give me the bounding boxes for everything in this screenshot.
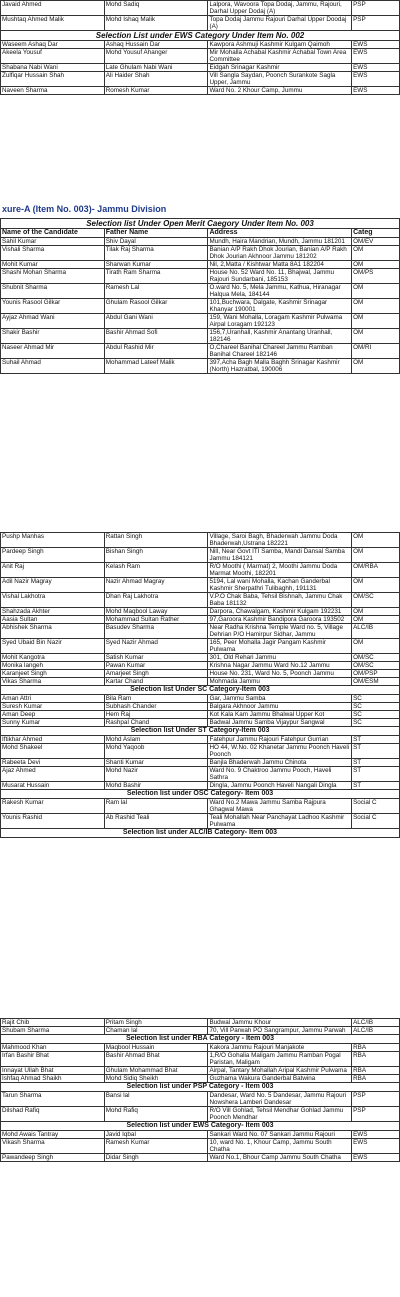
category: ST: [352, 744, 400, 759]
table-row: [1, 616, 400, 624]
candidate-name: Mohd Shakeel: [1, 744, 105, 759]
category: SC: [352, 703, 400, 711]
father-name: Mohd Sidiq Sheikh: [104, 1075, 208, 1083]
table-row: [1, 639, 400, 654]
address: 156,7,Uranhall, Kashmir Anantang Uranhall, 182146: [208, 329, 352, 344]
table-row: [1, 1, 400, 16]
category: ST: [352, 759, 400, 767]
father-name: Romesh Kumar: [104, 87, 208, 95]
category: OM/PS: [352, 269, 400, 284]
category: OM: [352, 608, 400, 616]
address: Badwal Jammu Samba Vijaypur Sangwal: [208, 719, 352, 727]
candidate-name: Anit Raj: [1, 563, 105, 578]
father-name: Mohd Yousuf Ahanger: [104, 49, 208, 64]
table-row: [1, 695, 400, 703]
category: OM/SC: [352, 654, 400, 662]
father-name: Mohd Aslam: [104, 736, 208, 744]
category: ST: [352, 782, 400, 790]
father-name: Dhan Raj Lakhotra: [104, 593, 208, 608]
address: Banjla Bhaderwah Jammu Chinota: [208, 759, 352, 767]
address: O,Chareel Banihal Chareel Jammu Ramban Banihal Chareel 182146: [208, 344, 352, 359]
candidate-name: Suhail Ahmad: [1, 359, 105, 374]
category: OM/EV: [352, 238, 400, 246]
category: OM/PSP: [352, 670, 400, 678]
address: Teali Mohallah Near Panchayat Ladhoo Kashmir Pulwama: [208, 814, 352, 829]
table-row: [1, 1092, 400, 1107]
address: 397,Acha Bagh Malla Baghh Srinagar Kashmir (North) Hazratbal, 190006: [208, 359, 352, 374]
candidate-name: Mohd Awais Tantray: [1, 1131, 105, 1139]
table-row: [1, 759, 400, 767]
category: OM: [352, 261, 400, 269]
address: 5194, Lal wani Mohalla, Kachan Ganderbal Kashmir Sherpathri Tulibaghh, 191131: [208, 578, 352, 593]
candidate-name: Karanjeet Singh: [1, 670, 105, 678]
om2-table: [0, 532, 400, 838]
table-row: [1, 359, 400, 374]
address: Mundh, Haira Mandrian, Mundh, Jammu 181201: [208, 238, 352, 246]
table-row: [1, 548, 400, 563]
candidate-name: Ishfaq Ahmad Shaikh: [1, 1075, 105, 1083]
address: 1,R/O Gohalia Maligam Jammu Ramban Pogal Paristan, Maligam: [208, 1052, 352, 1067]
address: Ward No.1, Bhour Camp Jammu South Chatha: [208, 1154, 352, 1162]
candidate-name: Vishal Lakhotra: [1, 593, 105, 608]
father-name: Satish Kumar: [104, 654, 208, 662]
table-row: [1, 1107, 400, 1122]
table-row: [1, 799, 400, 814]
table-row: [1, 72, 400, 87]
address: Village, Saroi Bagh, Bhaderwah Jammu Doda Bhaderwah,Ustrana 182221: [208, 533, 352, 548]
address: 301, Old Rehari Jammu: [208, 654, 352, 662]
table-row: [1, 533, 400, 548]
candidate-name: Akeela Yousuf: [1, 49, 105, 64]
category: RBA: [352, 1067, 400, 1075]
candidate-name: Shashi Mohan Sharma: [1, 269, 105, 284]
father-name: Shiv Dayal: [104, 238, 208, 246]
candidate-name: Aasia Sultan: [1, 616, 105, 624]
candidate-name: Shubnit Sharma: [1, 284, 105, 299]
address: Vill Sangla Saydan, Poonch Surankote Sagla Upper, Jammu: [208, 72, 352, 87]
father-name: Subhash Chander: [104, 703, 208, 711]
father-name: Mohd Bashir: [104, 782, 208, 790]
annexure-title: xure-A (Item No. 003)- Jammu Division: [2, 204, 167, 214]
table-row: [1, 670, 400, 678]
father-name: Kartar Chand: [104, 678, 208, 686]
category: PSP: [352, 1, 400, 16]
category: RBA: [352, 1052, 400, 1067]
father-name: Mohammad Lateef Malik: [104, 359, 208, 374]
candidate-name: Syed Ubaid Bin Nazir: [1, 639, 105, 654]
table-row: [1, 299, 400, 314]
candidate-name: Innayat Ullah Bhat: [1, 1067, 105, 1075]
father-name: Abdul Rashid Mir: [104, 344, 208, 359]
candidate-name: Mohit Kumar: [1, 261, 105, 269]
candidate-name: Rakesh Kumar: [1, 799, 105, 814]
table-row: [1, 87, 400, 95]
father-name: Mohd Rafiq: [104, 1107, 208, 1122]
table-row: [1, 1067, 400, 1075]
category: OM: [352, 548, 400, 563]
candidate-name: Shubam Sharma: [1, 1027, 105, 1035]
candidate-name: Monika langeh: [1, 662, 105, 670]
table-row: [1, 578, 400, 593]
father-name: Ram lal: [104, 799, 208, 814]
table-row: [1, 662, 400, 670]
category: EWS: [352, 1154, 400, 1162]
father-name: Pritam Singh: [104, 1019, 208, 1027]
candidate-name: Mohit Kangotra: [1, 654, 105, 662]
category: RBA: [352, 1075, 400, 1083]
om-sheet: [0, 218, 400, 374]
father-name: Hem Raj: [104, 711, 208, 719]
top-table: [0, 0, 400, 95]
father-name: Javid Iqbal: [104, 1131, 208, 1139]
address: V.P.O Chak Baba, Tehsil Bishnah, Jammu Chak Baba 181132: [208, 593, 352, 608]
address: 159, Wani Mohalla, Loragam Kashmir Pulwama Airpal Loragam 192123: [208, 314, 352, 329]
father-name: Ramesh Kumar: [104, 1139, 208, 1154]
table-row: [1, 314, 400, 329]
candidate-name: Pawandeep Singh: [1, 1154, 105, 1162]
table-row: [1, 703, 400, 711]
address: House No. 231, Ward No. 5, Poonch Jammu: [208, 670, 352, 678]
father-name: Rashpal Chand: [104, 719, 208, 727]
category: EWS: [352, 41, 400, 49]
category: ALC/IB: [352, 624, 400, 639]
father-name: Abdul Gani Wani: [104, 314, 208, 329]
father-name: Chaman lal: [104, 1027, 208, 1035]
table-row: [1, 64, 400, 72]
candidate-name: Naseer Ahmad Mir: [1, 344, 105, 359]
address: Kakora Jammu Rajouri Manjakote: [208, 1044, 352, 1052]
table-row: [1, 238, 400, 246]
table-row: [1, 593, 400, 608]
table-row: [1, 678, 400, 686]
candidate-name: Ajaz Ahmed: [1, 767, 105, 782]
category: OM: [352, 314, 400, 329]
category: PSP: [352, 1092, 400, 1107]
category: SC: [352, 695, 400, 703]
address: R/O Moothi ( Marmat) 2, Moothi Jammu Doda Marmat Moothi, 182201: [208, 563, 352, 578]
father-name: Sharwan Kumar: [104, 261, 208, 269]
father-name: Mohammad Sultan Rather: [104, 616, 208, 624]
father-name: Mohd Maqbool Laway: [104, 608, 208, 616]
category: OM/RI: [352, 344, 400, 359]
sc-heading: Selection list Under SC Category-Item 003: [1, 686, 400, 695]
father-name: Kelash Ram: [104, 563, 208, 578]
category: ST: [352, 736, 400, 744]
table-row: [1, 284, 400, 299]
table-row: [1, 719, 400, 727]
father-name: Tirath Ram Sharma: [104, 269, 208, 284]
table-row: [1, 814, 400, 829]
father-name: Rattan Singh: [104, 533, 208, 548]
category: EWS: [352, 1139, 400, 1154]
table-row: [1, 1131, 400, 1139]
candidate-name: Vikas Sharma: [1, 678, 105, 686]
category: PSP: [352, 16, 400, 31]
category: OM/SC: [352, 593, 400, 608]
candidate-name: Mushtaq Ahmed Malik: [1, 16, 105, 31]
father-name: Ali Haider Shah: [104, 72, 208, 87]
address: House No. 52 Ward No. 11, Bhajwal, Jammu Rajouri Sundarbani, 185153: [208, 269, 352, 284]
table-row: [1, 49, 400, 64]
category: EWS: [352, 72, 400, 87]
father-name: Ghulam Rasool Gilkar: [104, 299, 208, 314]
table-row: [1, 563, 400, 578]
father-name: Ghulam Mohammad Bhat: [104, 1067, 208, 1075]
address: Lalpora, Wavoora Topa Dodaj, Jammu, Rajouri, Darhal Upper Dodaj (A): [208, 1, 352, 16]
father-name: Ramesh Lal: [104, 284, 208, 299]
category: ST: [352, 767, 400, 782]
address: Guzhama Wakura Ganderbal Batwina: [208, 1075, 352, 1083]
address: Balgara Akhnoor Jammu: [208, 703, 352, 711]
table-row: [1, 1154, 400, 1162]
om-table: [0, 218, 400, 374]
candidate-name: Mahmood Khan: [1, 1044, 105, 1052]
candidate-name: Shahzada Akhter: [1, 608, 105, 616]
table-row: [1, 1019, 400, 1027]
candidate-name: Waseem Ashaq Dar: [1, 41, 105, 49]
table-row: [1, 269, 400, 284]
father-name: Ab Rashid Teali: [104, 814, 208, 829]
table-row: [1, 767, 400, 782]
address: Budwal Jammu Khour: [208, 1019, 352, 1027]
table-row: [1, 736, 400, 744]
col-name: Name of the Candidate: [1, 229, 105, 238]
address: Ward No.2 Mawa Jammu Samba Rajpura Ghagwal Mawa: [208, 799, 352, 814]
candidate-name: Adil Nazir Magray: [1, 578, 105, 593]
address: Kot Kala Kam Jammu Bhalwal Upper Kot: [208, 711, 352, 719]
candidate-name: Ayjaz Ahmad Wani: [1, 314, 105, 329]
table-row: [1, 329, 400, 344]
table-row: [1, 1052, 400, 1067]
category: OM/RBA: [352, 563, 400, 578]
candidate-name: Pushp Manhas: [1, 533, 105, 548]
address: 70, Vill Parwah PO Sangrampur, Jammu Parwah: [208, 1027, 352, 1035]
address: Dingla, Jammu Poonch Haveli Nangali Dingla: [208, 782, 352, 790]
candidate-name: Zulfiqar Hussain Shah: [1, 72, 105, 87]
candidate-name: Shakir Bashir: [1, 329, 105, 344]
candidate-name: Rabeeta Devi: [1, 759, 105, 767]
address: HO 44, W.No. 02 Khanetar Jammu Poonch Haveli Poonch: [208, 744, 352, 759]
address: Fatehpur Jammu Rajouri Fatehpur Gurrian: [208, 736, 352, 744]
address: Kawpora Ashmuji Kashmir Kulgam Qaimoh: [208, 41, 352, 49]
category: OM/ESM: [352, 678, 400, 686]
category: ALC/IB: [352, 1019, 400, 1027]
category: OM: [352, 299, 400, 314]
address: Airpal, Tantary Mohallah Aripal Kashmir Pulwama: [208, 1067, 352, 1075]
address: Topa Dodaj Jammu Rajouri Darhal Upper Doodaj (A): [208, 16, 352, 31]
om-heading: Selection list Under Open Merit Caegory Under Item No. 003: [1, 219, 400, 229]
alc-heading: Selection list under ALC/IB Category- Item 003: [1, 829, 400, 838]
address: 101,Buchwara, Dalgate, Kashmir Srinagar Khanyar 190001: [208, 299, 352, 314]
father-name: Syed Nazir Ahmad: [104, 639, 208, 654]
candidate-name: Younis Rasool Gilkar: [1, 299, 105, 314]
candidate-name: Irfan Bashir Bhat: [1, 1052, 105, 1067]
candidate-name: Shabana Nabi Wani: [1, 64, 105, 72]
candidate-name: Aman Attri: [1, 695, 105, 703]
candidate-name: Iftikhar Ahmed: [1, 736, 105, 744]
father-name: Bansi lal: [104, 1092, 208, 1107]
father-name: Basudev Sharma: [104, 624, 208, 639]
table-row: [1, 1044, 400, 1052]
father-name: Ashaq Hussain Dar: [104, 41, 208, 49]
category: OM: [352, 284, 400, 299]
category: EWS: [352, 49, 400, 64]
table-row: [1, 1139, 400, 1154]
address: Eidgah Srinagar Kashmir: [208, 64, 352, 72]
bottom-table: [0, 1018, 400, 1162]
psp-heading: Selection list under PSP Category - Item 003: [1, 1083, 400, 1092]
father-name: Bashir Ahmad Sofi: [104, 329, 208, 344]
category: OM: [352, 359, 400, 374]
candidate-name: Aman Deep: [1, 711, 105, 719]
col-category: Categ: [352, 229, 400, 238]
address: Darpora, Chawalgam, Kashmir Kulgam 192231: [208, 608, 352, 616]
father-name: Amarjeet Singh: [104, 670, 208, 678]
candidate-name: Rajit Chib: [1, 1019, 105, 1027]
address: Gar, Jammu Samba: [208, 695, 352, 703]
candidate-name: Musarat Hussain: [1, 782, 105, 790]
father-name: Bashir Ahmad Bhat: [104, 1052, 208, 1067]
category: EWS: [352, 64, 400, 72]
father-name: Didar Singh: [104, 1154, 208, 1162]
table-row: [1, 624, 400, 639]
category: OM: [352, 616, 400, 624]
candidate-name: Younis Rashid: [1, 814, 105, 829]
father-name: Mohd Yaqoob: [104, 744, 208, 759]
category: OM/SC: [352, 662, 400, 670]
category: OM: [352, 533, 400, 548]
table-row: [1, 261, 400, 269]
father-name: Bishan Singh: [104, 548, 208, 563]
address: Nill, Near Govt ITI Samba, Mandi Dansal Samba Jammu 184121: [208, 548, 352, 563]
father-name: Mohd Nazir: [104, 767, 208, 782]
om2-sheet: [0, 532, 400, 838]
candidate-name: Pardeep Singh: [1, 548, 105, 563]
table-row: [1, 782, 400, 790]
category: ALC/IB: [352, 1027, 400, 1035]
candidate-name: Sahil Kumar: [1, 238, 105, 246]
category: OM: [352, 639, 400, 654]
candidate-name: Naveen Sharma: [1, 87, 105, 95]
candidate-name: Suresh Kumar: [1, 703, 105, 711]
candidate-name: Dilshad Rafiq: [1, 1107, 105, 1122]
category: EWS: [352, 1131, 400, 1139]
table-row: [1, 344, 400, 359]
bottom-sheet: [0, 1018, 400, 1162]
category: SC: [352, 711, 400, 719]
candidate-name: Vishali Sharma: [1, 246, 105, 261]
top-sheet: [0, 0, 400, 196]
father-name: Tilak Raj Sharma: [104, 246, 208, 261]
address: Ward No. 2 Khour Camp, Jummu: [208, 87, 352, 95]
category: RBA: [352, 1044, 400, 1052]
category: EWS: [352, 87, 400, 95]
category: OM: [352, 329, 400, 344]
address: Mohmada Jammu: [208, 678, 352, 686]
category: SC: [352, 719, 400, 727]
father-name: Pawan Kumar: [104, 662, 208, 670]
table-row: [1, 1075, 400, 1083]
table-row: [1, 654, 400, 662]
candidate-name: Tarun Sharma: [1, 1092, 105, 1107]
candidate-name: Javaid Ahmed: [1, 1, 105, 16]
address: Nil, 2,Matta / Kishtwar Matta 8A1 182204: [208, 261, 352, 269]
table-row: [1, 16, 400, 31]
address: O.ward No. 5, Mela Jammu, Kathua, Hiranagar Halqua Mela, 184144: [208, 284, 352, 299]
category: OM: [352, 246, 400, 261]
address: Dandesar, Ward No. 5 Dandesar, Jammu Rajouri Nowshera Lamberi Dandesar: [208, 1092, 352, 1107]
osc-heading: Selection list under OSC Category- Item 003: [1, 790, 400, 799]
address: R/O Vill Gohlad, Tehsil Mendhar Gohlad Jammu Poonch Mendhar: [208, 1107, 352, 1122]
category: Social C: [352, 814, 400, 829]
address: Ward No. 9 Chaktroo Jammu Pooch, Haveli Sathra: [208, 767, 352, 782]
ews-002-heading: Selection List under EWS Category Under Item No. 002: [1, 31, 400, 41]
col-address: Address: [208, 229, 352, 238]
father-name: Mohd Sadiq: [104, 1, 208, 16]
table-row: [1, 711, 400, 719]
table-row: [1, 41, 400, 49]
category: Social C: [352, 799, 400, 814]
address: 10, ward No. 1, Khour Camp, Jammu South Chatha: [208, 1139, 352, 1154]
father-name: Mohd Ishaq Malik: [104, 16, 208, 31]
address: 165, Peer Mohalla Jagir Pangam Kashmir Pulwama: [208, 639, 352, 654]
candidate-name: Sunny Kumar: [1, 719, 105, 727]
col-father: Father Name: [104, 229, 208, 238]
father-name: Nazir Ahmad Magray: [104, 578, 208, 593]
address: Krishna Nagar Jammu Ward No.12 Jammu: [208, 662, 352, 670]
father-name: Shanti Kumar: [104, 759, 208, 767]
table-row: [1, 608, 400, 616]
rba-heading: Selection list under RBA Category - Item 003: [1, 1035, 400, 1044]
address: Mir Mohalla Achabal Kashmir Achabal Town Area Committee: [208, 49, 352, 64]
st-heading: Selection list Under ST Category-Item 003: [1, 727, 400, 736]
table-row: [1, 744, 400, 759]
address: Near Radha Krishna Temple Ward no. 5, Village Dehrian P/O Hamirpur Sidhar, Jammu: [208, 624, 352, 639]
table-row: [1, 1027, 400, 1035]
father-name: Late Ghulam Nabi Wani: [104, 64, 208, 72]
address: 97,Garoora Kashmir Bandipora Garoora 193502: [208, 616, 352, 624]
category: OM: [352, 578, 400, 593]
father-name: Maqbool Hussain: [104, 1044, 208, 1052]
father-name: Bila Ram: [104, 695, 208, 703]
address: Banian A/P Rakh Dhok Jourian, Banian A/P Rakh Dhok Jourian Akhnoor Jammu 181202: [208, 246, 352, 261]
category: PSP: [352, 1107, 400, 1122]
candidate-name: Vikash Sharma: [1, 1139, 105, 1154]
ews-003-heading: Selection list under EWS Category- Item 003: [1, 1122, 400, 1131]
candidate-name: Abhishek Sharma: [1, 624, 105, 639]
address: Sankari Ward No. 07 Sankari Jammu Rajouri: [208, 1131, 352, 1139]
table-row: [1, 246, 400, 261]
